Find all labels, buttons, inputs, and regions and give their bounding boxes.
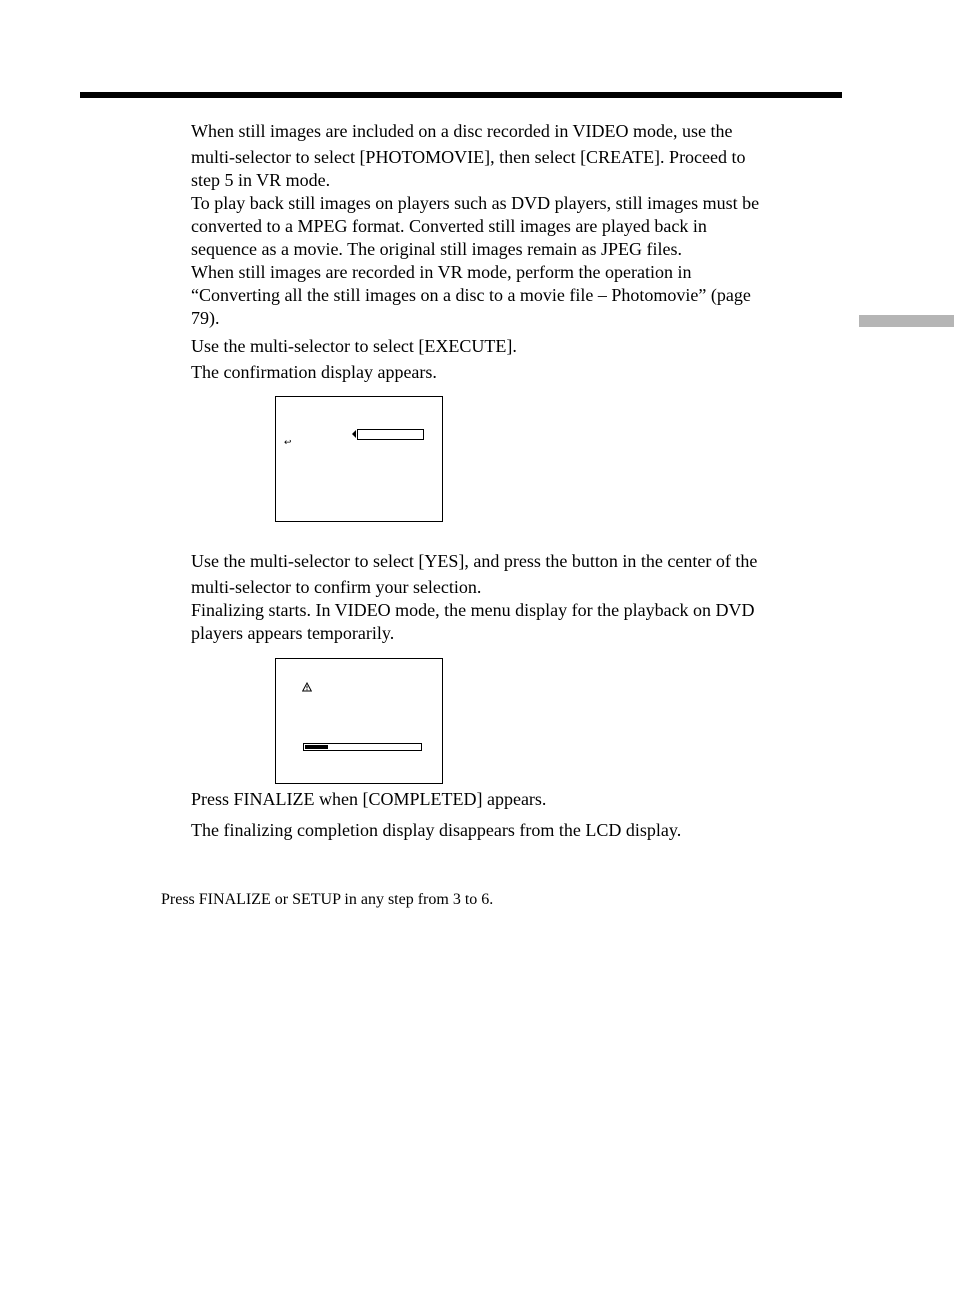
video-mode-note-line-3: step 5 in VR mode. — [191, 170, 331, 190]
video-mode-note-line-4: To play back still images on players such as DVD players, still images must be — [191, 193, 760, 213]
section-tab — [859, 315, 954, 327]
yes-instruction-line-4: players appears temporarily. — [191, 623, 395, 643]
cancel-note: Press FINALIZE or SETUP in any step from 3 to 6. — [161, 891, 494, 908]
completed-instruction: Press FINALIZE when [COMPLETED] appears. — [191, 789, 547, 809]
finalizing-progress-fill — [305, 745, 328, 749]
warning-icon — [302, 682, 312, 692]
confirmation-field-box — [357, 429, 424, 440]
triangle-marker-icon — [352, 430, 356, 438]
completion-note: The finalizing completion display disappears from the LCD display. — [191, 820, 682, 840]
video-mode-note-line-8: “Converting all the still images on a disc to a movie file – Photomovie” (page — [191, 285, 751, 305]
video-mode-note-line-7: When still images are recorded in VR mode, perform the operation in — [191, 262, 692, 282]
execute-instruction: Use the multi-selector to select [EXECUTE]. — [191, 336, 517, 356]
video-mode-note-line-5: converted to a MPEG format. Converted still images are played back in — [191, 216, 707, 236]
video-mode-note-line-6: sequence as a movie. The original still images remain as JPEG files. — [191, 239, 683, 259]
finalizing-progress-bar — [303, 743, 422, 751]
video-mode-note-line-2: multi-selector to select [PHOTOMOVIE], then select [CREATE]. Proceed to — [191, 147, 746, 167]
top-rule — [80, 92, 842, 98]
yes-instruction-line-2: multi-selector to confirm your selection. — [191, 577, 482, 597]
video-mode-note-line-1: When still images are included on a disc recorded in VIDEO mode, use the — [191, 121, 733, 141]
yes-instruction-line-3: Finalizing starts. In VIDEO mode, the menu display for the playback on DVD — [191, 600, 755, 620]
yes-instruction-line-1: Use the multi-selector to select [YES], and press the button in the center of the — [191, 551, 758, 571]
return-icon: ↩ — [284, 438, 292, 448]
finalizing-screen — [275, 658, 443, 784]
confirmation-note: The confirmation display appears. — [191, 362, 437, 382]
video-mode-note-line-9: 79). — [191, 308, 220, 328]
confirmation-screen — [275, 396, 443, 522]
